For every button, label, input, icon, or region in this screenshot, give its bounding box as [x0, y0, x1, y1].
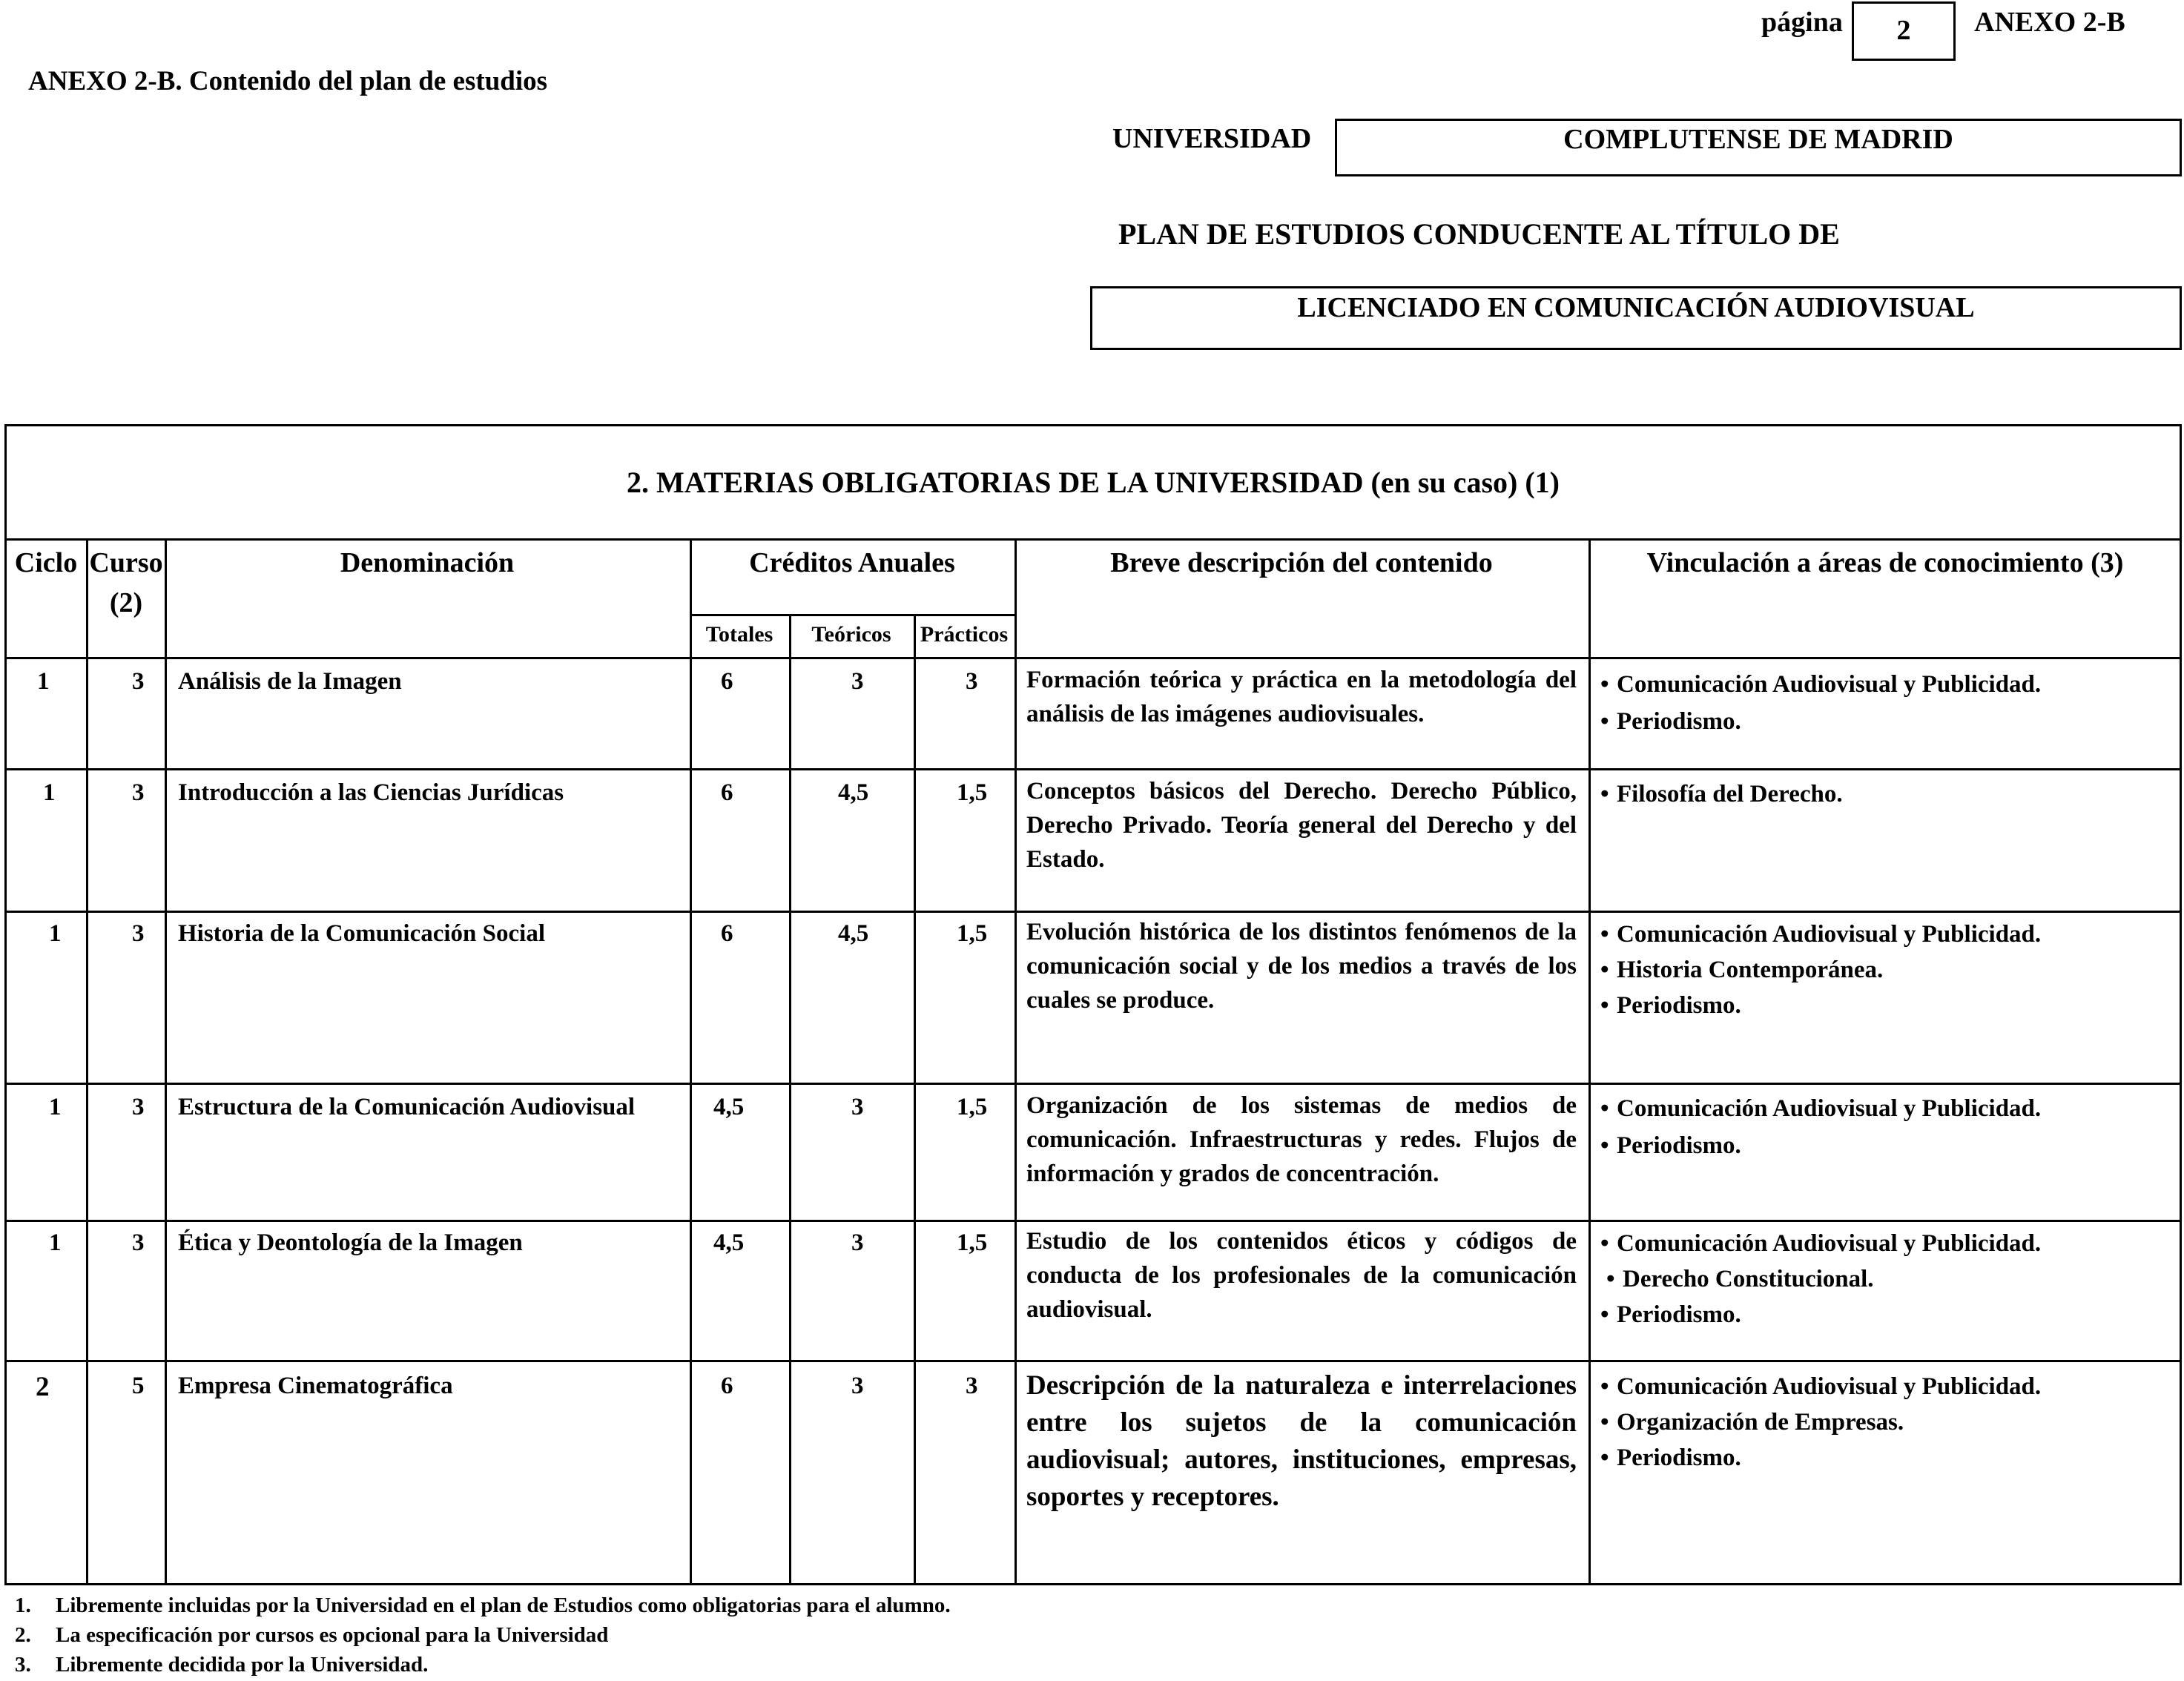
footnotes [15, 1591, 951, 1680]
row-practicos: 1,5 [957, 1094, 988, 1120]
divider [690, 614, 1015, 616]
area-item: • Periodismo. [1600, 988, 2171, 1023]
row-denominacion: Empresa Cinematográfica [178, 1373, 453, 1399]
footnote-item [15, 1650, 951, 1680]
row-denominacion: Ética y Deontología de la Imagen [178, 1229, 523, 1256]
divider [4, 1083, 2182, 1085]
row-descripcion: Estudio de los contenidos éticos y códigos de conducta de los profesionales de la comunicación audiovisual. [1026, 1228, 1577, 1323]
divider [4, 1360, 2182, 1362]
row-totales: 6 [721, 668, 733, 695]
row-curso: 5 [132, 1373, 145, 1399]
footnote-text: Libremente incluidas por la Universidad en el plan de Estudios como obligatorias para el alumno. [56, 1594, 951, 1617]
row-denominacion: Estructura de la Comunicación Audiovisual [178, 1094, 636, 1120]
area-item: • Periodismo. [1600, 1297, 2171, 1332]
row-curso: 3 [132, 779, 145, 806]
row-curso: 3 [132, 668, 145, 695]
col-vinculacion: Vinculación a áreas de conocimiento (3) [1646, 547, 2124, 578]
divider [1588, 538, 1591, 1585]
anexo-title: ANEXO 2-B. Contenido del plan de estudios [28, 66, 548, 96]
col-descripcion: Breve descripción del contenido [1110, 547, 1493, 578]
row-denominacion: Análisis de la Imagen [178, 668, 402, 695]
area-item: • Comunicación Audiovisual y Publicidad. [1600, 1369, 2171, 1404]
col-denominacion: Denominación [340, 547, 515, 578]
table-title: 2. MATERIAS OBLIGATORIAS DE LA UNIVERSIDAD (en su caso) (1) [627, 466, 1560, 499]
row-teoricos: 3 [851, 668, 864, 695]
row-ciclo: 2 [36, 1372, 50, 1402]
col-curso: Curso [89, 547, 163, 578]
row-areas [1600, 1226, 2171, 1332]
row-ciclo: 1 [49, 1229, 62, 1256]
plan-label: PLAN DE ESTUDIOS CONDUCENTE AL TÍTULO DE [1118, 217, 1840, 251]
row-teoricos: 4,5 [838, 920, 869, 947]
divider [4, 911, 2182, 913]
pagina-label: página [1761, 7, 1843, 38]
divider [4, 1220, 2182, 1222]
area-item: • Comunicación Audiovisual y Publicidad. [1600, 1226, 2171, 1261]
row-descripcion: Evolución histórica de los distintos fenómenos de la comunicación social y de los medios a través de los cuales se produce. [1026, 919, 1577, 1014]
row-totales: 4,5 [713, 1094, 745, 1120]
col-ciclo: Ciclo [14, 547, 78, 578]
footnote-item [15, 1620, 951, 1650]
divider [4, 768, 2182, 770]
area-item: • Periodismo. [1600, 1440, 2171, 1476]
col-practicos: Prácticos [920, 622, 1009, 647]
row-curso: 3 [132, 1229, 145, 1256]
divider [86, 538, 88, 1585]
titulo-value: LICENCIADO EN COMUNICACIÓN AUDIOVISUAL [1297, 292, 1975, 323]
area-item: • Filosofía del Derecho. [1600, 776, 2171, 813]
universidad-box [1335, 119, 2182, 176]
row-descripcion: Conceptos básicos del Derecho. Derecho Público, Derecho Privado. Teoría general del Derecho y del Estado. [1026, 778, 1577, 873]
row-areas [1600, 666, 2171, 740]
footnote-item [15, 1591, 951, 1620]
row-denominacion: Historia de la Comunicación Social [178, 920, 545, 947]
divider [165, 538, 167, 1585]
area-item: • Comunicación Audiovisual y Publicidad. [1600, 917, 2171, 952]
divider [4, 538, 2182, 541]
col-curso-note: (2) [109, 587, 143, 618]
row-teoricos: 3 [851, 1229, 864, 1256]
footnote-number: 3. [15, 1653, 31, 1677]
row-curso: 3 [132, 1094, 145, 1120]
divider [914, 614, 916, 1585]
row-practicos: 1,5 [957, 1229, 988, 1256]
universidad-value: COMPLUTENSE DE MADRID [1563, 124, 1953, 155]
row-denominacion: Introducción a las Ciencias Jurídicas [178, 779, 564, 806]
row-teoricos: 3 [851, 1094, 864, 1120]
divider [1015, 538, 1017, 1585]
row-practicos: 3 [966, 1373, 978, 1399]
footnote-text: Libremente decidida por la Universidad. [56, 1653, 429, 1677]
area-item: • Comunicación Audiovisual y Publicidad. [1600, 666, 2171, 703]
area-item: • Derecho Constitucional. [1606, 1261, 2171, 1297]
footnote-text: La especificación por cursos es opcional para la Universidad [56, 1623, 609, 1647]
divider [789, 614, 791, 1585]
col-teoricos: Teóricos [811, 622, 891, 647]
row-totales: 6 [721, 779, 733, 806]
row-practicos: 3 [966, 668, 978, 695]
row-practicos: 1,5 [957, 779, 988, 806]
row-practicos: 1,5 [957, 920, 988, 947]
row-descripcion: Formación teórica y práctica en la metodología del análisis de las imágenes audiovisuales. [1026, 667, 1577, 727]
divider [690, 538, 692, 1585]
area-item: • Historia Contemporánea. [1600, 952, 2171, 988]
titulo-box [1090, 286, 2182, 350]
row-areas [1600, 776, 2171, 813]
anexo-tag: ANEXO 2-B [1974, 7, 2125, 38]
row-ciclo: 1 [43, 779, 56, 806]
footnote-number: 1. [15, 1594, 31, 1617]
row-descripcion: Descripción de la naturaleza e interrelaciones entre los sujetos de la comunicación audiovisual; autores, instituciones, empresas, soportes y receptores. [1026, 1370, 1577, 1512]
row-descripcion: Organización de los sistemas de medios de comunicación. Infraestructuras y redes. Flujos de información y grados de concentración. [1026, 1092, 1577, 1187]
footnote-number: 2. [15, 1623, 31, 1647]
row-teoricos: 3 [851, 1373, 864, 1399]
area-item: • Periodismo. [1600, 703, 2171, 740]
area-item: • Organización de Empresas. [1600, 1404, 2171, 1440]
pagina-number-box [1852, 1, 1956, 61]
pagina-number: 2 [1896, 15, 1911, 46]
row-totales: 4,5 [713, 1229, 745, 1256]
area-item: • Periodismo. [1600, 1127, 2171, 1164]
col-creditos: Créditos Anuales [749, 547, 955, 578]
row-areas [1600, 1369, 2171, 1476]
row-ciclo: 1 [49, 1094, 62, 1120]
row-totales: 6 [721, 1373, 733, 1399]
row-ciclo: 1 [37, 668, 50, 695]
universidad-label: UNIVERSIDAD [1112, 123, 1312, 154]
area-item: • Comunicación Audiovisual y Publicidad. [1600, 1090, 2171, 1127]
row-curso: 3 [132, 920, 145, 947]
row-ciclo: 1 [49, 920, 62, 947]
col-totales: Totales [705, 622, 773, 647]
divider [4, 657, 2182, 659]
row-areas [1600, 917, 2171, 1023]
row-teoricos: 4,5 [838, 779, 869, 806]
row-totales: 6 [721, 920, 733, 947]
row-areas [1600, 1090, 2171, 1164]
